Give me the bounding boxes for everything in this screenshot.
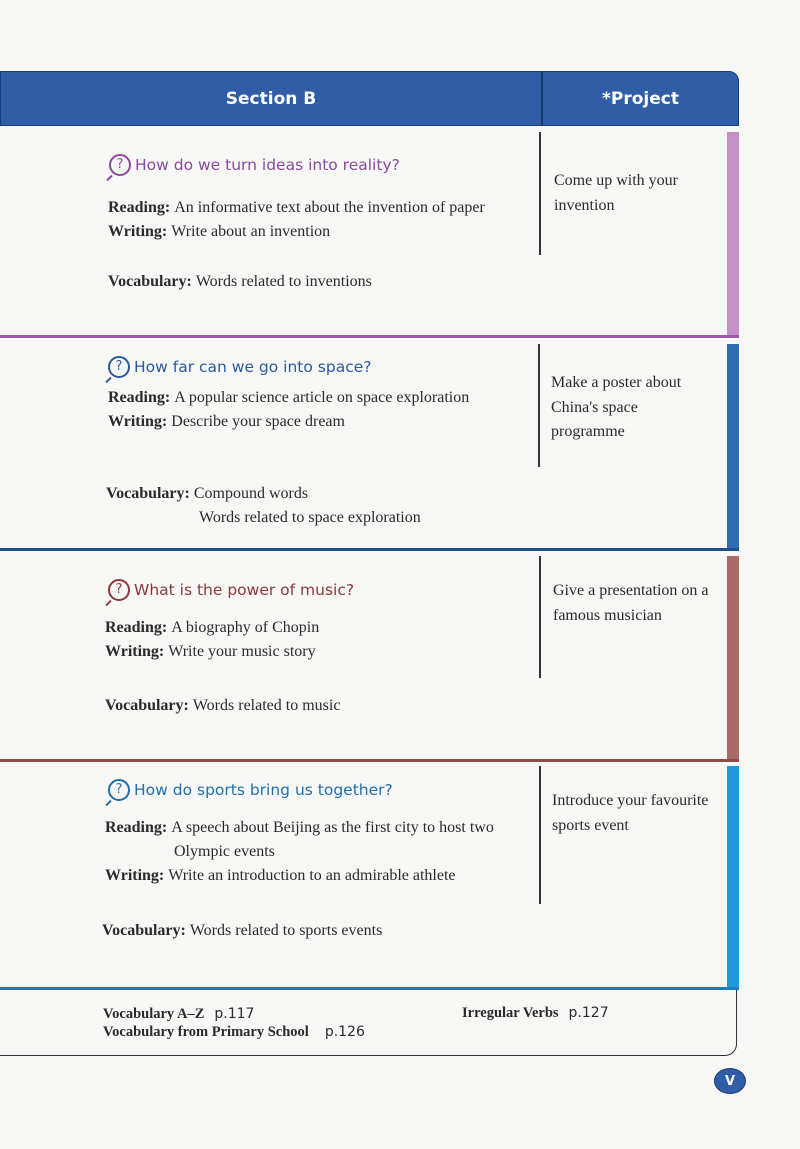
unit-question [108, 356, 371, 378]
reading-text: A biography of Chopin [171, 619, 320, 636]
vocabulary-line [102, 919, 382, 943]
vocabulary-label: Vocabulary: [105, 697, 193, 714]
reading-text: An informative text about the invention of paper [174, 199, 485, 216]
vocabulary-az-page: p.117 [214, 1006, 255, 1022]
writing-text: Write about an invention [171, 223, 331, 240]
reading-label: Reading: [108, 389, 175, 406]
page-number-badge: V [714, 1068, 746, 1094]
irregular-verbs-page: p.127 [568, 1005, 609, 1021]
reading-line [108, 386, 469, 410]
reading-text: A popular science article on space exploration [174, 389, 470, 406]
question-text: How do we turn ideas into reality? [135, 156, 400, 174]
question-magnifier-icon: ? [108, 779, 130, 801]
irregular-verbs-label: Irregular Verbs [462, 1005, 559, 1021]
reading-line [105, 816, 494, 840]
writing-label: Writing: [108, 223, 172, 240]
reading-text: A speech about Beijing as the first city to host two [171, 819, 494, 836]
unit-question [108, 579, 354, 601]
unit-question [109, 154, 400, 176]
unit-color-bar [727, 766, 739, 990]
unit-color-bar [727, 556, 739, 762]
column-divider [538, 344, 540, 467]
vocabulary-line-2 [199, 506, 421, 530]
question-magnifier-icon: ? [109, 154, 131, 176]
column-divider [539, 132, 541, 255]
writing-line [108, 220, 330, 244]
reading-line-continued [174, 840, 275, 864]
question-text: What is the power of music? [134, 581, 355, 599]
column-divider [539, 766, 541, 904]
writing-text: Describe your space dream [171, 413, 345, 430]
vocabulary-line [105, 694, 340, 718]
project-text: Make a poster about China's space programme [551, 374, 682, 440]
vocabulary-text: Words related to space exploration [199, 509, 421, 526]
writing-line [108, 410, 345, 434]
unit-row-4 [0, 762, 739, 990]
vocabulary-az-label: Vocabulary A–Z [103, 1006, 205, 1022]
unit-question [108, 779, 393, 801]
section-b-heading: Section B [225, 88, 317, 109]
writing-text: Write your music story [168, 643, 316, 660]
reading-label: Reading: [105, 619, 172, 636]
vocabulary-primary-page: p.126 [324, 1024, 365, 1040]
project-text: Come up with your invention [554, 172, 678, 214]
unit-row-2 [0, 338, 739, 551]
reading-line [105, 616, 319, 640]
reading-text: Olympic events [174, 843, 275, 860]
writing-label: Writing: [105, 867, 169, 884]
vocabulary-text: Words related to music [192, 697, 341, 714]
vocabulary-text: Words related to inventions [195, 273, 372, 290]
project-text: Give a presentation on a famous musician [553, 582, 709, 624]
vocabulary-line [108, 270, 372, 294]
vocabulary-label: Vocabulary: [102, 922, 190, 939]
unit-row-1 [0, 126, 739, 338]
project-text: Introduce your favourite sports event [552, 792, 709, 834]
irregular-verbs-entry [462, 1005, 609, 1022]
table-header [0, 71, 739, 126]
question-magnifier-icon: ? [108, 356, 130, 378]
question-text: How do sports bring us together? [134, 781, 393, 799]
unit-row-3 [0, 551, 739, 762]
project-heading: *Project [602, 88, 679, 109]
vocabulary-text: Words related to sports events [189, 922, 383, 939]
vocabulary-primary-entry [103, 1024, 365, 1041]
vocabulary-text: Compound words [193, 485, 309, 502]
reading-label: Reading: [105, 819, 172, 836]
vocabulary-line [106, 482, 308, 506]
vocabulary-label: Vocabulary: [106, 485, 194, 502]
writing-line [105, 640, 316, 664]
question-magnifier-icon: ? [108, 579, 130, 601]
unit-color-bar [727, 132, 739, 338]
unit-color-bar [727, 344, 739, 551]
writing-line [105, 864, 456, 888]
question-text: How far can we go into space? [134, 358, 372, 376]
vocabulary-label: Vocabulary: [108, 273, 196, 290]
column-divider [539, 556, 541, 678]
vocabulary-primary-label: Vocabulary from Primary School [103, 1024, 309, 1040]
writing-text: Write an introduction to an admirable athlete [168, 867, 456, 884]
vocabulary-az-entry [103, 1006, 254, 1023]
reading-line [108, 196, 485, 220]
writing-label: Writing: [105, 643, 169, 660]
reading-label: Reading: [108, 199, 175, 216]
appendix-footer [0, 990, 737, 1056]
writing-label: Writing: [108, 413, 172, 430]
